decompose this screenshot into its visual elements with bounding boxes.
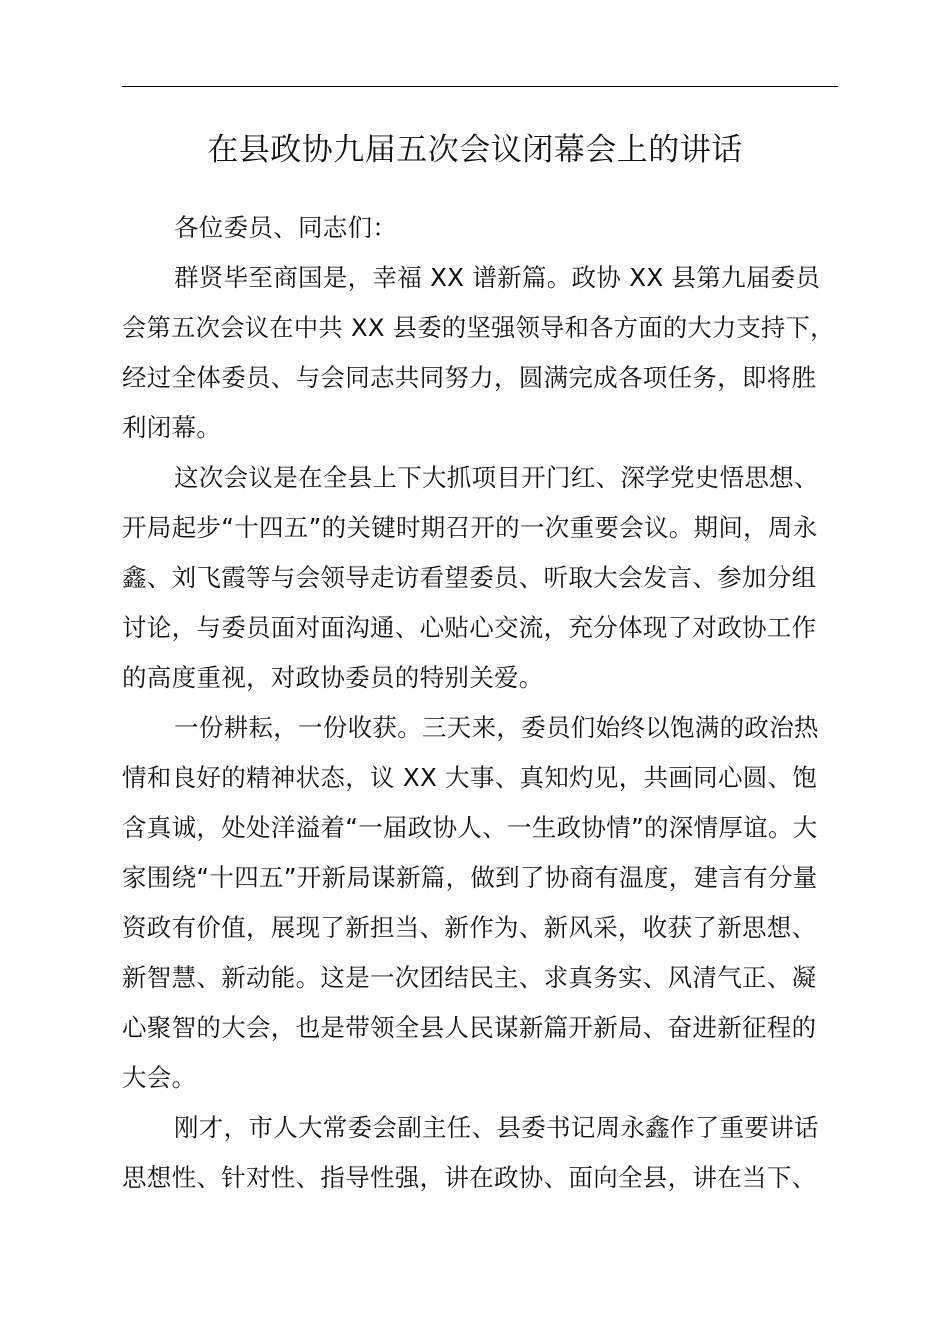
body-line: 经过全体委员、与会同志共同努力，圆满完成各项任务，即将胜 xyxy=(122,363,817,392)
body-line: 利闭幕。 xyxy=(122,413,222,442)
body-line: 情和良好的精神状态，议 XX 大事、真知灼见，共画同心圆、饱 xyxy=(122,763,818,792)
body-line: 开局起步“十四五”的关键时期召开的一次重要会议。期间，周永 xyxy=(122,513,818,542)
body-line: 鑫、刘飞霞等与会领导走访看望委员、听取大会发言、参加分组 xyxy=(122,563,817,592)
body-line: 家围绕“十四五”开新局谋新篇，做到了协商有温度，建言有分量 xyxy=(122,863,818,892)
body-line: 讨论，与委员面对面沟通、心贴心交流，充分体现了对政协工作 xyxy=(122,613,817,642)
body-line: 新智慧、新动能。这是一次团结民主、求真务实、风清气正、凝 xyxy=(122,963,817,992)
body-line: 心聚智的大会，也是带领全县人民谋新篇开新局、奋进新征程的 xyxy=(122,1013,817,1042)
body-line: 刚才，市人大常委会副主任、县委书记周永鑫作了重要讲话 xyxy=(174,1113,819,1142)
document-title: 在县政协九届五次会议闭幕会上的讲话 xyxy=(207,132,743,168)
body-line: 思想性、针对性、指导性强，讲在政协、面向全县，讲在当下、 xyxy=(122,1163,817,1192)
body-line: 的高度重视，对政协委员的特别关爱。 xyxy=(122,663,544,692)
body-line: 群贤毕至商国是，幸福 XX 谱新篇。政协 XX 县第九届委员 xyxy=(174,263,821,292)
body-line: 一份耕耘，一份收获。三天来，委员们始终以饱满的政治热 xyxy=(174,713,819,742)
body-line: 各位委员、同志们： xyxy=(174,213,398,242)
body-line: 这次会议是在全县上下大抓项目开门红、深学党史悟思想、 xyxy=(174,463,819,492)
header-rule xyxy=(122,86,838,87)
body-line: 含真诚，处处洋溢着“一届政协人、一生政协情”的深情厚谊。大 xyxy=(122,813,818,842)
document-body xyxy=(122,203,838,1203)
body-line: 会第五次会议在中共 XX 县委的坚强领导和各方面的大力支持下， xyxy=(122,313,835,342)
body-line: 资政有价值，展现了新担当、新作为、新风采，收获了新思想、 xyxy=(122,913,817,942)
body-line: 大会。 xyxy=(122,1063,197,1092)
